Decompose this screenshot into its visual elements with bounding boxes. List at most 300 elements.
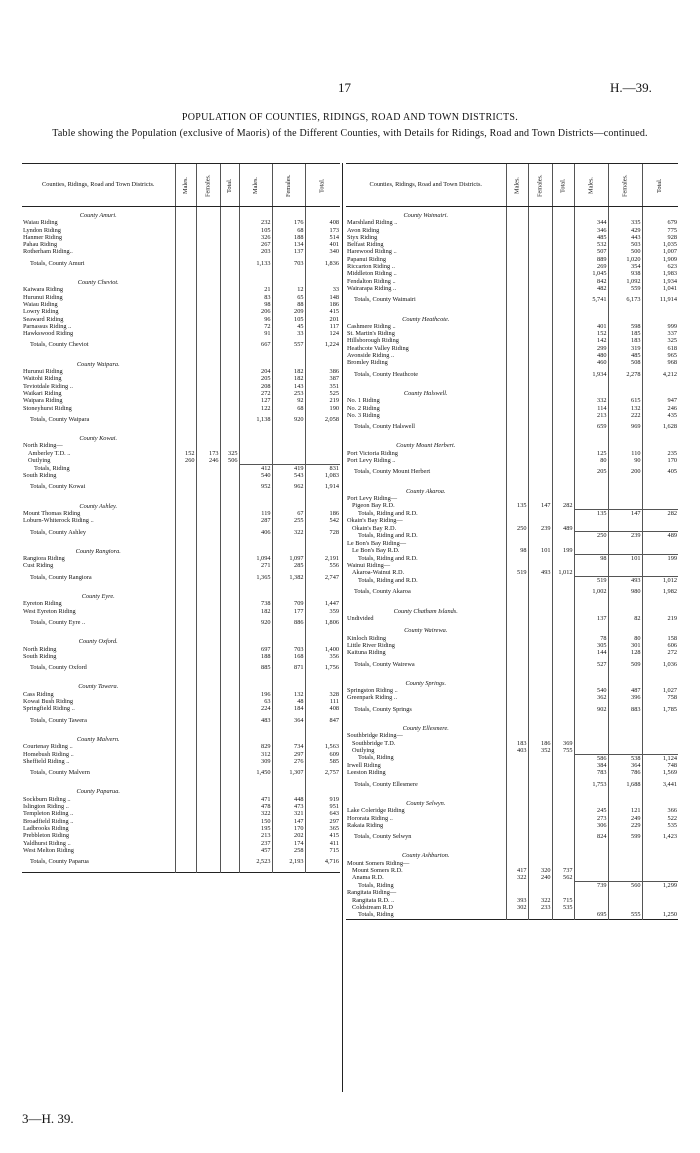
sub-total-cell	[220, 405, 239, 412]
sub-females-cell	[196, 390, 220, 397]
county-total-row	[346, 702, 678, 720]
table-row	[346, 754, 678, 762]
sub-males-cell: 183	[506, 740, 528, 747]
table-row	[346, 270, 678, 277]
sub-females-cell: 493	[528, 569, 552, 576]
sub-males-cell	[175, 405, 196, 412]
females-cell: 6,173	[608, 292, 642, 310]
total-cell: 1,982	[642, 584, 678, 602]
females-cell: 200	[608, 464, 642, 482]
sub-total-cell: 715	[552, 897, 574, 904]
total-cell: 11,914	[642, 292, 678, 310]
sub-males-cell	[506, 241, 528, 248]
total-cell: 272	[642, 649, 678, 656]
district-name: Courtenay Riding ..	[23, 743, 73, 751]
table-row	[22, 330, 340, 337]
table-row	[346, 867, 678, 874]
females-cell: 703	[272, 256, 305, 274]
sub-males-cell	[175, 562, 196, 569]
males-cell: 482	[574, 285, 608, 292]
males-cell: 203	[239, 248, 272, 255]
females-cell: 920	[272, 412, 305, 430]
females-cell: 105	[272, 316, 305, 323]
females-cell	[608, 569, 642, 576]
county-heading: County Ashley.	[79, 502, 118, 510]
sub-total-cell	[220, 698, 239, 705]
county-heading-row	[22, 731, 340, 743]
sub-females-cell	[196, 256, 220, 274]
sub-total-cell	[552, 345, 574, 352]
males-cell: 305	[574, 642, 608, 649]
empty-cell	[239, 783, 272, 795]
sub-total-cell	[220, 301, 239, 308]
table-row	[22, 646, 340, 653]
sub-females-cell	[528, 815, 552, 822]
empty-cell	[642, 720, 678, 732]
total-cell	[642, 562, 678, 569]
females-cell: 1,097	[272, 555, 305, 562]
sub-males-cell	[506, 815, 528, 822]
empty-cell	[175, 633, 196, 645]
empty-cell	[574, 483, 608, 495]
sub-total-cell	[220, 412, 239, 430]
sub-total-cell: 489	[552, 525, 574, 532]
total-cell: 609	[305, 751, 340, 758]
females-cell: 249	[608, 815, 642, 822]
header-males-sub: Males.	[175, 164, 196, 207]
sub-females-cell	[528, 464, 552, 482]
district-name: Totals, County Waipara	[30, 415, 90, 423]
females-cell: 209	[272, 308, 305, 315]
table-row	[346, 732, 678, 739]
district-name: Avonside Riding ..	[347, 352, 395, 360]
sub-females-cell	[528, 405, 552, 412]
district-name: West Melton Riding	[23, 846, 74, 854]
district-name: Hurunui Riding	[23, 293, 63, 301]
sub-females-cell	[196, 248, 220, 255]
sub-females-cell	[196, 653, 220, 660]
empty-cell	[305, 543, 340, 555]
district-name: Anama R.D.	[352, 874, 384, 882]
table-row	[346, 822, 678, 829]
sub-total-cell	[552, 860, 574, 867]
sub-total-cell	[220, 479, 239, 497]
district-name: Rangitata Riding—	[347, 889, 397, 897]
females-cell: 962	[272, 479, 305, 497]
sub-females-cell	[528, 270, 552, 277]
males-cell: 119	[239, 510, 272, 517]
sub-females-cell	[196, 825, 220, 832]
county-heading: County Akaroa.	[405, 487, 446, 495]
county-total-row	[346, 777, 678, 795]
sub-females-cell	[528, 517, 552, 524]
empty-cell	[528, 795, 552, 807]
empty-cell	[608, 385, 642, 397]
sub-total-cell	[552, 762, 574, 769]
empty-cell	[608, 483, 642, 495]
sub-total-cell	[220, 691, 239, 698]
sub-total-cell	[552, 911, 574, 919]
sub-males-cell	[175, 368, 196, 375]
district-name: Totals, County Eyre ..	[30, 618, 86, 626]
empty-cell	[552, 622, 574, 634]
total-cell: 111	[305, 698, 340, 705]
males-cell: 144	[574, 649, 608, 656]
sub-males-cell	[175, 818, 196, 825]
males-cell: 195	[239, 825, 272, 832]
females-cell: 555	[608, 911, 642, 919]
sub-females-cell	[528, 702, 552, 720]
empty-cell	[175, 678, 196, 690]
females-cell	[608, 502, 642, 509]
empty-cell	[642, 622, 678, 634]
total-cell: 359	[305, 608, 340, 615]
males-cell: 273	[574, 815, 608, 822]
males-cell: 1,045	[574, 270, 608, 277]
sub-total-cell	[552, 292, 574, 310]
males-cell: 659	[574, 419, 608, 437]
total-cell: 679	[642, 219, 678, 226]
empty-cell	[196, 207, 220, 220]
county-total-row	[346, 292, 678, 310]
females-cell: 101	[608, 554, 642, 562]
total-cell: 4,212	[642, 367, 678, 385]
table-row	[22, 796, 340, 803]
total-cell: 1,036	[642, 657, 678, 675]
sub-males-cell	[506, 450, 528, 457]
total-cell: 1,447	[305, 600, 340, 607]
sub-males-cell	[506, 657, 528, 675]
sub-total-cell	[220, 308, 239, 315]
sub-total-cell	[220, 653, 239, 660]
total-cell	[642, 874, 678, 881]
females-cell: 253	[272, 390, 305, 397]
females-cell: 419	[272, 464, 305, 472]
empty-cell	[196, 543, 220, 555]
sub-males-cell	[175, 713, 196, 731]
sub-total-cell	[220, 825, 239, 832]
table-row	[346, 241, 678, 248]
sub-females-cell	[196, 555, 220, 562]
header-males-sub: Males.	[506, 164, 528, 207]
empty-cell	[305, 498, 340, 510]
females-cell: 137	[272, 248, 305, 255]
sub-males-cell	[175, 323, 196, 330]
females-cell: 980	[608, 584, 642, 602]
table-row	[22, 405, 340, 412]
females-cell: 68	[272, 227, 305, 234]
sub-males-cell	[175, 316, 196, 323]
empty-cell	[608, 675, 642, 687]
empty-cell	[175, 430, 196, 442]
males-cell: 540	[574, 687, 608, 694]
males-cell: 483	[239, 713, 272, 731]
county-heading: County Ellesmere.	[402, 725, 449, 733]
sub-males-cell	[506, 405, 528, 412]
males-cell: 208	[239, 383, 272, 390]
sub-females-cell: 322	[528, 897, 552, 904]
females-cell: 147	[272, 818, 305, 825]
district-name: Sockburn Riding ..	[23, 795, 71, 803]
empty-cell	[528, 847, 552, 859]
table-row	[346, 219, 678, 226]
sub-females-cell	[528, 860, 552, 867]
sub-males-cell	[506, 219, 528, 226]
district-name: Totals, County Selwyn	[354, 833, 412, 841]
empty-cell	[175, 783, 196, 795]
sub-males-cell: 98	[506, 547, 528, 554]
males-cell: 697	[239, 646, 272, 653]
total-cell: 585	[305, 758, 340, 765]
empty-cell	[272, 633, 305, 645]
county-total-row	[22, 525, 340, 543]
sub-females-cell	[196, 743, 220, 750]
males-cell: 362	[574, 694, 608, 701]
sub-total-cell	[552, 263, 574, 270]
sub-males-cell	[506, 278, 528, 285]
county-total-row	[22, 337, 340, 355]
sub-males-cell	[175, 705, 196, 712]
total-cell: 1,563	[305, 743, 340, 750]
total-cell: 408	[305, 219, 340, 226]
sub-males-cell	[506, 517, 528, 524]
county-heading: County Chatham Islands.	[393, 607, 458, 615]
sub-total-cell	[220, 758, 239, 765]
females-cell	[608, 904, 642, 911]
sub-total-cell: 325	[220, 450, 239, 457]
sub-total-cell	[220, 241, 239, 248]
county-total-row	[22, 570, 340, 588]
empty-cell	[196, 430, 220, 442]
sub-females-cell	[196, 847, 220, 854]
sub-males-cell	[175, 256, 196, 274]
total-cell: 1,785	[642, 702, 678, 720]
sub-females-cell	[528, 285, 552, 292]
empty-cell	[642, 311, 678, 323]
sub-females-cell	[196, 241, 220, 248]
district-name: Seaward Riding	[23, 315, 64, 323]
table-row	[346, 815, 678, 822]
males-cell: 401	[574, 323, 608, 330]
sub-females-cell: 320	[528, 867, 552, 874]
sub-females-cell	[196, 412, 220, 430]
county-heading-row	[22, 543, 340, 555]
total-cell: 408	[305, 705, 340, 712]
females-cell	[608, 860, 642, 867]
total-cell	[642, 867, 678, 874]
table-row	[22, 691, 340, 698]
sub-females-cell	[528, 241, 552, 248]
males-cell	[239, 442, 272, 449]
district-name: Waiau Riding	[23, 219, 58, 227]
empty-cell	[196, 731, 220, 743]
males-cell: 695	[574, 911, 608, 919]
sub-females-cell	[528, 754, 552, 762]
county-heading: County Tawera.	[78, 683, 119, 691]
total-cell: 387	[305, 375, 340, 382]
district-name: Hurunui Riding	[23, 368, 63, 376]
females-cell: 493	[608, 577, 642, 585]
district-name: Cust Riding	[23, 562, 54, 570]
females-cell: 80	[608, 635, 642, 642]
sub-total-cell	[552, 219, 574, 226]
total-cell: 4,716	[305, 854, 340, 873]
table-row	[22, 517, 340, 524]
males-cell: 739	[574, 882, 608, 890]
sub-females-cell	[528, 694, 552, 701]
sub-males-cell: 302	[506, 904, 528, 911]
district-name: Middleton Riding ..	[347, 270, 397, 278]
page-footer: 3—H. 39.	[22, 1111, 74, 1126]
sub-females-cell	[196, 227, 220, 234]
district-name: No. 3 Riding	[347, 411, 380, 419]
county-heading-row	[22, 498, 340, 510]
empty-cell	[220, 274, 239, 286]
sub-females-cell	[196, 705, 220, 712]
sub-total-cell	[220, 294, 239, 301]
females-cell	[608, 740, 642, 747]
sub-males-cell	[506, 352, 528, 359]
males-cell: 127	[239, 397, 272, 404]
sub-males-cell	[506, 732, 528, 739]
sub-males-cell	[506, 769, 528, 776]
sub-total-cell: 737	[552, 867, 574, 874]
sub-males-cell	[175, 698, 196, 705]
district-name: Islington Riding ..	[23, 803, 69, 811]
sub-females-cell	[528, 337, 552, 344]
total-cell	[642, 569, 678, 576]
empty-cell	[506, 675, 528, 687]
sub-females-cell	[196, 810, 220, 817]
empty-cell	[239, 498, 272, 510]
males-cell: 460	[574, 359, 608, 366]
sub-total-cell	[552, 397, 574, 404]
sub-total-cell	[552, 882, 574, 890]
district-name: Hawkswood Riding	[23, 330, 74, 338]
table-row	[346, 762, 678, 769]
district-name: Totals, County Halswell	[354, 423, 415, 431]
table-row	[346, 495, 678, 502]
females-cell: 128	[608, 649, 642, 656]
sub-total-cell	[220, 256, 239, 274]
total-cell: 415	[305, 832, 340, 839]
females-cell: 2,193	[272, 854, 305, 873]
sub-total-cell	[552, 732, 574, 739]
sub-males-cell	[506, 227, 528, 234]
district-name: Hillsborough Riding	[347, 337, 399, 345]
males-cell: 1,365	[239, 570, 272, 588]
empty-cell	[272, 731, 305, 743]
sub-males-cell	[175, 555, 196, 562]
table-row	[346, 807, 678, 814]
empty-cell	[239, 731, 272, 743]
females-cell: 185	[608, 330, 642, 337]
empty-cell	[272, 588, 305, 600]
total-cell: 1,569	[642, 769, 678, 776]
sub-females-cell	[528, 345, 552, 352]
sub-total-cell	[552, 889, 574, 896]
table-row	[346, 860, 678, 867]
district-name: Mount Somers R.D.	[352, 866, 403, 874]
district-name: Totals, County Wairewa	[354, 660, 415, 668]
header-total: Total.	[642, 164, 678, 207]
table-row	[22, 825, 340, 832]
sub-females-cell	[196, 316, 220, 323]
empty-cell	[305, 207, 340, 220]
total-cell: 951	[305, 803, 340, 810]
sub-females-cell	[528, 687, 552, 694]
empty-cell	[642, 385, 678, 397]
males-cell: 205	[574, 464, 608, 482]
sub-total-cell	[552, 227, 574, 234]
males-cell: 91	[239, 330, 272, 337]
total-cell: 947	[642, 397, 678, 404]
sub-total-cell	[552, 642, 574, 649]
sub-females-cell	[196, 660, 220, 678]
district-name: Akaroa-Wainui R.D.	[352, 569, 405, 577]
females-cell: 354	[608, 263, 642, 270]
males-cell: 1,133	[239, 256, 272, 274]
sub-males-cell: 403	[506, 747, 528, 754]
district-name: Lowry Riding	[23, 308, 59, 316]
empty-cell	[574, 603, 608, 615]
sub-total-cell: 562	[552, 874, 574, 881]
sub-total-cell	[220, 248, 239, 255]
table-row	[22, 286, 340, 293]
table-subtitle: Table showing the Population (exclusive of Maoris) of the Different Counties, with Details for Ridings, Road and Town Districts—continued.	[52, 128, 648, 139]
males-cell: 83	[239, 294, 272, 301]
males-cell: 271	[239, 562, 272, 569]
empty-cell	[552, 720, 574, 732]
district-name: Rangitata R.D. ..	[352, 896, 395, 904]
sub-males-cell	[175, 397, 196, 404]
males-cell: 309	[239, 758, 272, 765]
county-heading: County Eyre.	[81, 593, 115, 601]
table-row	[346, 337, 678, 344]
sub-males-cell	[175, 570, 196, 588]
sub-total-cell	[552, 234, 574, 241]
empty-cell	[196, 498, 220, 510]
sub-total-cell	[220, 397, 239, 404]
sub-females-cell	[528, 822, 552, 829]
sub-females-cell	[196, 796, 220, 803]
males-cell: 738	[239, 600, 272, 607]
district-name: Little River Riding	[347, 641, 395, 649]
sub-total-cell	[552, 278, 574, 285]
county-heading: County Amuri.	[79, 212, 117, 219]
sub-males-cell: 135	[506, 502, 528, 509]
males-cell: 306	[574, 822, 608, 829]
sub-total-cell	[220, 383, 239, 390]
sub-females-cell	[528, 769, 552, 776]
district-name: Totals, County Cheviot	[30, 341, 89, 349]
district-name: Pahau Riding	[23, 241, 58, 249]
table-row	[346, 562, 678, 569]
table-row	[22, 758, 340, 765]
district-name: Rangiora Riding	[23, 555, 65, 563]
total-cell: 1,250	[642, 911, 678, 919]
females-cell: 883	[608, 702, 642, 720]
table-row	[22, 555, 340, 562]
district-name: Outlying	[352, 746, 375, 754]
males-cell	[574, 747, 608, 754]
total-cell: 186	[305, 510, 340, 517]
sub-females-cell	[528, 807, 552, 814]
females-cell: 886	[272, 615, 305, 633]
empty-cell	[528, 483, 552, 495]
females-cell: 33	[272, 330, 305, 337]
total-cell: 325	[642, 337, 678, 344]
